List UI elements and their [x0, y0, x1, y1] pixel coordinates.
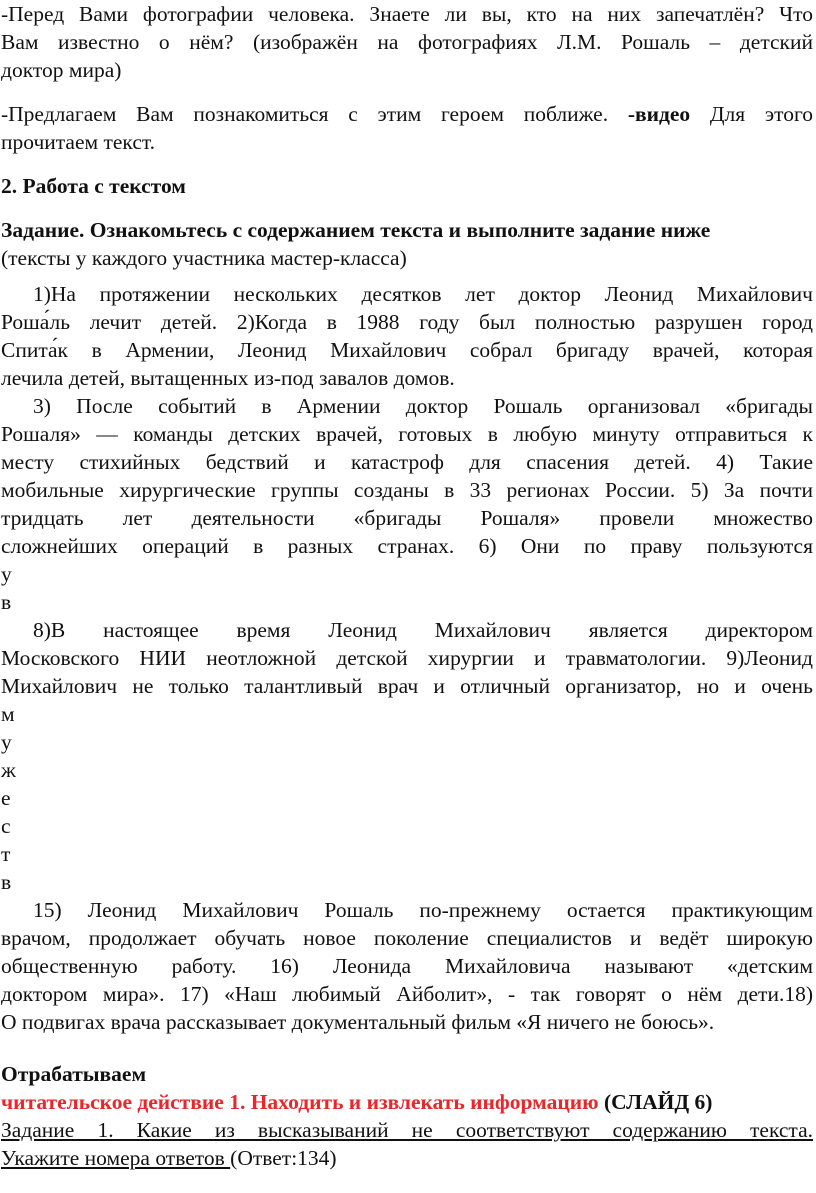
practice-block — [1, 1060, 813, 1172]
text-letter: у — [1, 562, 12, 586]
text-paragraph-4 — [1, 896, 813, 1036]
task-note: (тексты у каждого участника мастер-класса) — [1, 246, 407, 270]
text-line: врачом, продолжает обучать новое поколение специалистов и ведёт широкую — [1, 926, 813, 950]
text-letter: в — [1, 590, 12, 614]
text-line: сложнейших операций в разных странах. 6) Они по праву пользуются — [1, 534, 813, 558]
task-1-line: Задание 1. Какие из высказываний не соответствуют содержанию текста. — [1, 1118, 813, 1142]
text-line: Рошаля» — команды детских врачей, готовых в любую минуту отправиться к — [1, 422, 813, 446]
text-paragraph-1 — [1, 280, 813, 392]
action-line — [1, 1088, 813, 1116]
text-letter: т — [1, 842, 11, 866]
intro-line: прочитаем текст. — [1, 130, 156, 154]
text-letter: м — [1, 702, 15, 726]
text-line: лечила детей, вытащенных из-под завалов домов. — [1, 366, 455, 390]
intro-line: доктор мира) — [1, 58, 122, 82]
video-label: -видео — [627, 102, 691, 126]
text-line: доктором мира». 17) «Наш любимый Айболит», - так говорят о нём дети.18) — [1, 982, 813, 1006]
text-line: 15) Леонид Михайлович Рошаль по-прежнему остается практикующим — [33, 898, 813, 922]
slide-label: (СЛАЙД 6) — [598, 1090, 713, 1114]
text-letter: е — [1, 786, 11, 810]
intro-line — [1, 100, 813, 128]
intro-text: -Предлагаем Вам познакомиться с этим героем поближе. — [1, 102, 628, 126]
task-heading: Задание. Ознакомьтесь с содержанием текста и выполните задание ниже — [1, 218, 711, 242]
text-line: 3) После событий в Армении доктор Рошаль организовал «бригады — [33, 394, 813, 418]
text-letter: с — [1, 814, 11, 838]
text-line: 1)На протяжении нескольких десятков лет доктор Леонид Михайлович — [33, 282, 813, 306]
text-paragraph-3 — [1, 616, 813, 896]
task-1-instruction: Укажите номера ответов — [1, 1146, 231, 1170]
task-1-answer-line — [1, 1144, 813, 1172]
task-1-answer: (Ответ:134) — [230, 1146, 337, 1170]
intro-line: -Перед Вами фотографии человека. Знаете ли вы, кто на них запечатлён? Что — [1, 2, 813, 26]
intro-line: Вам известно о нём? (изображён на фотографиях Л.М. Рошаль – детский — [1, 30, 813, 54]
text-line: Роша́ль лечит детей. 2)Когда в 1988 году был полностью разрушен город — [1, 310, 813, 334]
text-paragraph-2 — [1, 392, 813, 616]
intro-paragraph-1 — [1, 0, 813, 84]
text-line: Михайлович не только талантливый врач и отличный организатор, но и очень — [1, 674, 813, 698]
text-letter: ж — [1, 758, 16, 782]
text-line: 8)В настоящее время Леонид Михайлович является директором — [33, 618, 813, 642]
text-letter: в — [1, 870, 12, 894]
text-line: Спита́к в Армении, Леонид Михайлович собрал бригаду врачей, которая — [1, 338, 813, 362]
text-line: общественную работу. 16) Леонида Михайловича называют «детским — [1, 954, 813, 978]
text-line: тридцать лет деятельности «бригады Рошаля» провели множество — [1, 506, 813, 530]
text-line: мобильные хирургические группы созданы в 33 регионах России. 5) За почти — [1, 478, 813, 502]
reading-action-title: читательское действие 1. Находить и извлекать информацию — [1, 1090, 599, 1114]
section-heading: 2. Работа с текстом — [1, 174, 186, 198]
text-letter: у — [1, 730, 12, 754]
intro-paragraph-2 — [1, 100, 813, 156]
practice-heading: Отрабатываем — [1, 1062, 147, 1086]
text-line: О подвигах врача рассказывает документальный фильм «Я ничего не боюсь». — [1, 1010, 715, 1034]
text-line: Московского НИИ неотложной детской хирургии и травматологии. 9)Леонид — [1, 646, 813, 670]
text-line: месту стихийных бедствий и катастроф для спасения детей. 4) Такие — [1, 450, 813, 474]
intro-text: Для этого — [690, 102, 813, 126]
task-block — [1, 216, 813, 272]
